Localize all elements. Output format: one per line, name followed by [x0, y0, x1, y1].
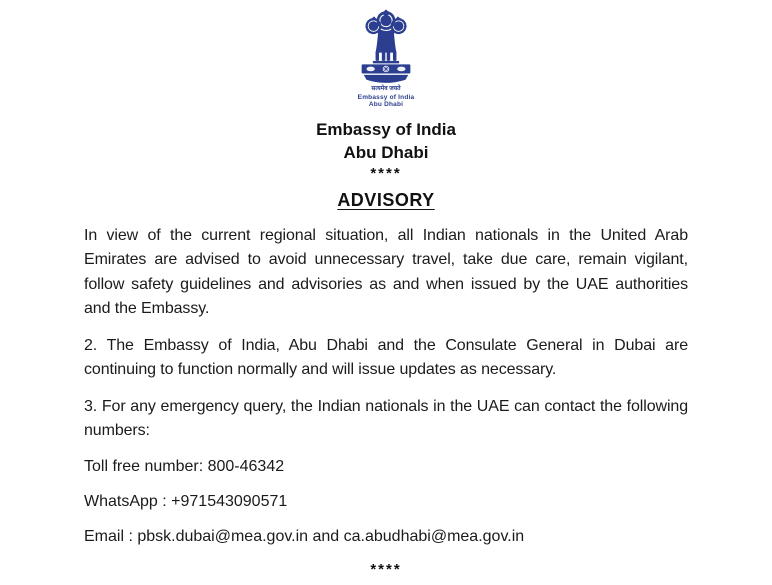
whatsapp-line: WhatsApp : +971543090571	[84, 492, 288, 510]
tollfree-line: Toll free number: 800-46342	[84, 457, 285, 475]
advisory-heading: ADVISORY	[337, 189, 435, 210]
emblem-motto: सत्यमेव जयते	[371, 86, 401, 92]
emblem-block	[0, 0, 772, 109]
letterhead	[0, 118, 772, 211]
india-national-emblem-icon	[351, 8, 421, 86]
advisory-body	[0, 211, 772, 548]
advisory-paragraph-1: In view of the current regional situation, all Indian nationals in the United Arab Emirates are advised to avoid unnecessary travel, take due care, remain vigilant, follow safety guidelines and advisories as and when issued by the UAE authorities and the Embassy.	[84, 226, 688, 317]
header-separator: ****	[370, 164, 402, 182]
advisory-paragraph-2: 2. The Embassy of India, Abu Dhabi and the Consulate General in Dubai are continuing to function normally and will issue updates as necessary.	[84, 336, 688, 378]
emblem-caption-embassy: Embassy of India	[357, 93, 415, 101]
emblem-caption-city: Abu Dhabi	[368, 101, 404, 108]
embassy-city: Abu Dhabi	[343, 142, 429, 162]
advisory-paragraph-3: 3. For any emergency query, the Indian nationals in the UAE can contact the following numbers:	[84, 397, 688, 439]
email-line: Email : pbsk.dubai@mea.gov.in and ca.abudhabi@mea.gov.in	[84, 527, 525, 545]
footer-separator: ****	[370, 560, 402, 578]
embassy-title: Embassy of India	[316, 119, 456, 139]
